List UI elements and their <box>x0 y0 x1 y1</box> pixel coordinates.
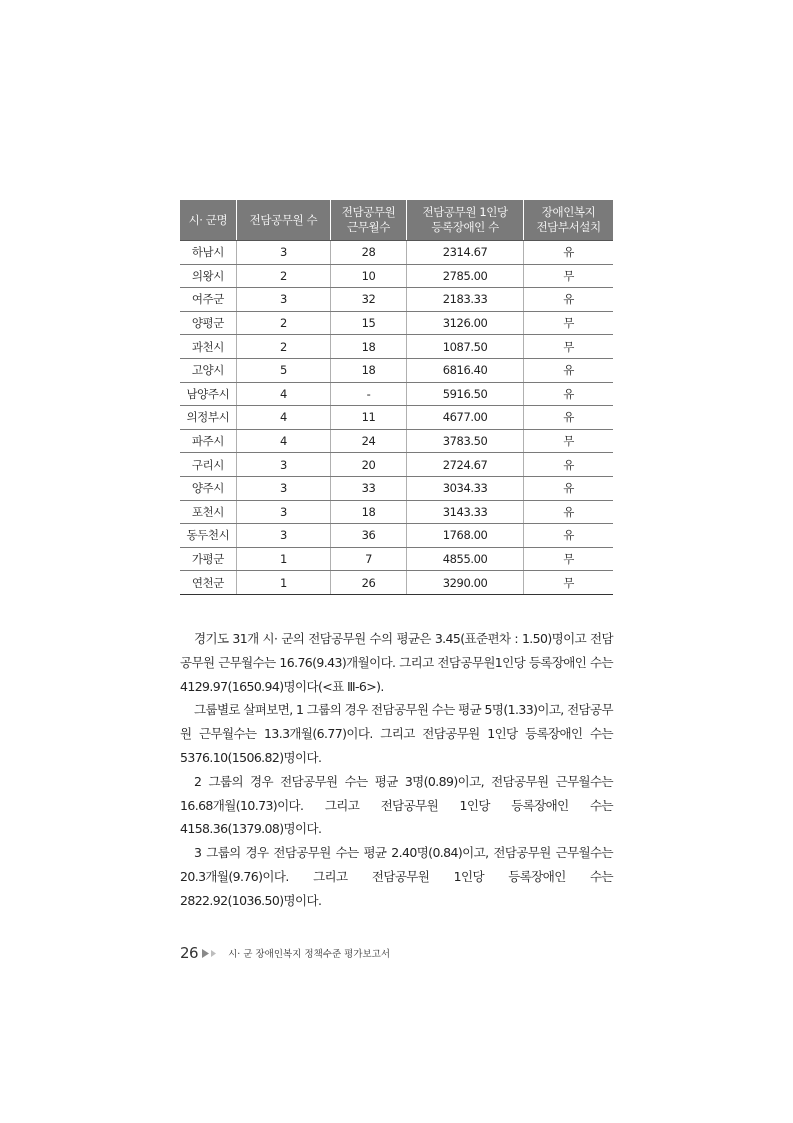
table-cell: 18 <box>331 358 407 382</box>
table-cell: 3 <box>236 524 330 548</box>
table-cell: 3 <box>236 500 330 524</box>
table-cell: 5 <box>236 358 330 382</box>
table-cell: 2 <box>236 311 330 335</box>
table-cell: 유 <box>524 382 613 406</box>
table-cell: 4 <box>236 429 330 453</box>
table-cell: 유 <box>524 453 613 477</box>
double-arrow-icon <box>202 949 220 958</box>
statistics-table <box>180 200 613 595</box>
table-cell: 3 <box>236 241 330 265</box>
table-cell: 2314.67 <box>407 241 524 265</box>
table-cell: 3143.33 <box>407 500 524 524</box>
table-cell: 1 <box>236 571 330 595</box>
body-text <box>180 627 613 913</box>
table-cell: 무 <box>524 311 613 335</box>
column-header-line: 시· 군명 <box>188 212 228 227</box>
paragraph: 경기도 31개 시· 군의 전담공무원 수의 평균은 3.45(표준편차 : 1.50)명이고 전담공무원 근무월수는 16.76(9.43)개월이다. 그리고 전담공무원1인당 등록장애인 수는 4129.97(1650.94)명이다(<표 Ⅲ-6>). <box>180 631 613 694</box>
table-cell: 28 <box>331 241 407 265</box>
column-header <box>331 200 407 241</box>
table-cell: 2 <box>236 264 330 288</box>
table-cell: 3 <box>236 476 330 500</box>
table-cell: 3783.50 <box>407 429 524 453</box>
page-footer <box>180 943 390 963</box>
table-row <box>180 429 613 453</box>
column-header-line: 전담공무원 1인당 <box>422 205 508 219</box>
column-header-line: 근무월수 <box>347 220 390 234</box>
column-header <box>236 200 330 241</box>
table-cell: 36 <box>331 524 407 548</box>
table-cell: 11 <box>331 406 407 430</box>
column-header <box>180 200 236 241</box>
table-row <box>180 524 613 548</box>
table-cell: 하남시 <box>180 241 236 265</box>
table-cell: 무 <box>524 429 613 453</box>
page-number: 26 <box>180 944 199 962</box>
table-cell: 1768.00 <box>407 524 524 548</box>
column-header-line: 장애인복지 <box>541 205 596 219</box>
table-row <box>180 382 613 406</box>
table-cell: 32 <box>331 288 407 312</box>
paragraph: 2 그룹의 경우 전담공무원 수는 평균 3명(0.89)이고, 전담공무원 근무월수는 16.68개월(10.73)이다. 그리고 전담공무원 1인당 등록장애인 수는 4158.36(1379.08)명이다. <box>180 773 613 837</box>
table-cell: 유 <box>524 358 613 382</box>
table-row <box>180 358 613 382</box>
table-cell: 20 <box>331 453 407 477</box>
table-header-row <box>180 200 613 241</box>
table-cell: 2724.67 <box>407 453 524 477</box>
table-cell: 4 <box>236 382 330 406</box>
table-cell: 3126.00 <box>407 311 524 335</box>
table-row <box>180 335 613 359</box>
table-cell: 양평군 <box>180 311 236 335</box>
table-cell: 과천시 <box>180 335 236 359</box>
table-body <box>180 241 613 595</box>
table-cell: 고양시 <box>180 358 236 382</box>
table-cell: 1087.50 <box>407 335 524 359</box>
table-cell: 33 <box>331 476 407 500</box>
table-cell: 유 <box>524 288 613 312</box>
table-row <box>180 571 613 595</box>
table-cell: 1 <box>236 547 330 571</box>
table-row <box>180 311 613 335</box>
table-cell: 26 <box>331 571 407 595</box>
table-cell: 의왕시 <box>180 264 236 288</box>
table-cell: 무 <box>524 571 613 595</box>
table-cell: 15 <box>331 311 407 335</box>
table-row <box>180 476 613 500</box>
table-row <box>180 288 613 312</box>
table-cell: 구리시 <box>180 453 236 477</box>
table-cell: 유 <box>524 524 613 548</box>
table-cell: 6816.40 <box>407 358 524 382</box>
table-cell: 포천시 <box>180 500 236 524</box>
column-header-line: 전담부서설치 <box>536 220 601 234</box>
table-cell: 2785.00 <box>407 264 524 288</box>
table-cell: 3 <box>236 288 330 312</box>
table-row <box>180 264 613 288</box>
table-cell: 유 <box>524 406 613 430</box>
column-header <box>524 200 613 241</box>
table-cell: 남양주시 <box>180 382 236 406</box>
table-cell: 3034.33 <box>407 476 524 500</box>
table-row <box>180 406 613 430</box>
table-cell: 4855.00 <box>407 547 524 571</box>
table-cell: 무 <box>524 547 613 571</box>
table-cell: 10 <box>331 264 407 288</box>
table-cell: 동두천시 <box>180 524 236 548</box>
table-cell: 유 <box>524 241 613 265</box>
table-cell: 3290.00 <box>407 571 524 595</box>
table-cell: 2183.33 <box>407 288 524 312</box>
table-cell: 4 <box>236 406 330 430</box>
table-cell: 무 <box>524 264 613 288</box>
column-header-line: 등록장애인 수 <box>431 220 499 234</box>
table-cell: 7 <box>331 547 407 571</box>
table-cell: 2 <box>236 335 330 359</box>
table-cell: 파주시 <box>180 429 236 453</box>
table-cell: 18 <box>331 500 407 524</box>
paragraph: 그룹별로 살펴보면, 1 그룹의 경우 전담공무원 수는 평균 5명(1.33)이고, 전담공무원 근무월수는 13.3개월(6.77)이다. 그리고 전담공무원 1인당 등록장애인 수는 5376.10(1506.82)명이다. <box>180 702 613 765</box>
table-row <box>180 500 613 524</box>
table-cell: 양주시 <box>180 476 236 500</box>
table-cell: 가평군 <box>180 547 236 571</box>
column-header <box>407 200 524 241</box>
report-title: 시· 군 장애인복지 정책수준 평가보고서 <box>228 949 391 960</box>
table-cell: 여주군 <box>180 288 236 312</box>
column-header-line: 전담공무원 <box>341 205 396 219</box>
table-row <box>180 241 613 265</box>
table-cell: 유 <box>524 500 613 524</box>
table-cell: 의정부시 <box>180 406 236 430</box>
table-cell: 무 <box>524 335 613 359</box>
column-header-line: 전담공무원 수 <box>249 212 318 227</box>
table-cell: - <box>331 382 407 406</box>
table-row <box>180 547 613 571</box>
table-cell: 5916.50 <box>407 382 524 406</box>
table-cell: 24 <box>331 429 407 453</box>
table-row <box>180 453 613 477</box>
paragraph: 3 그룹의 경우 전담공무원 수는 평균 2.40명(0.84)이고, 전담공무원 근무월수는 20.3개월(9.76)이다. 그리고 전담공무원 1인당 등록장애인 수는 2822.92(1036.50)명이다. <box>180 845 613 908</box>
table-cell: 유 <box>524 476 613 500</box>
table-cell: 18 <box>331 335 407 359</box>
table-cell: 4677.00 <box>407 406 524 430</box>
table-cell: 연천군 <box>180 571 236 595</box>
table-cell: 3 <box>236 453 330 477</box>
